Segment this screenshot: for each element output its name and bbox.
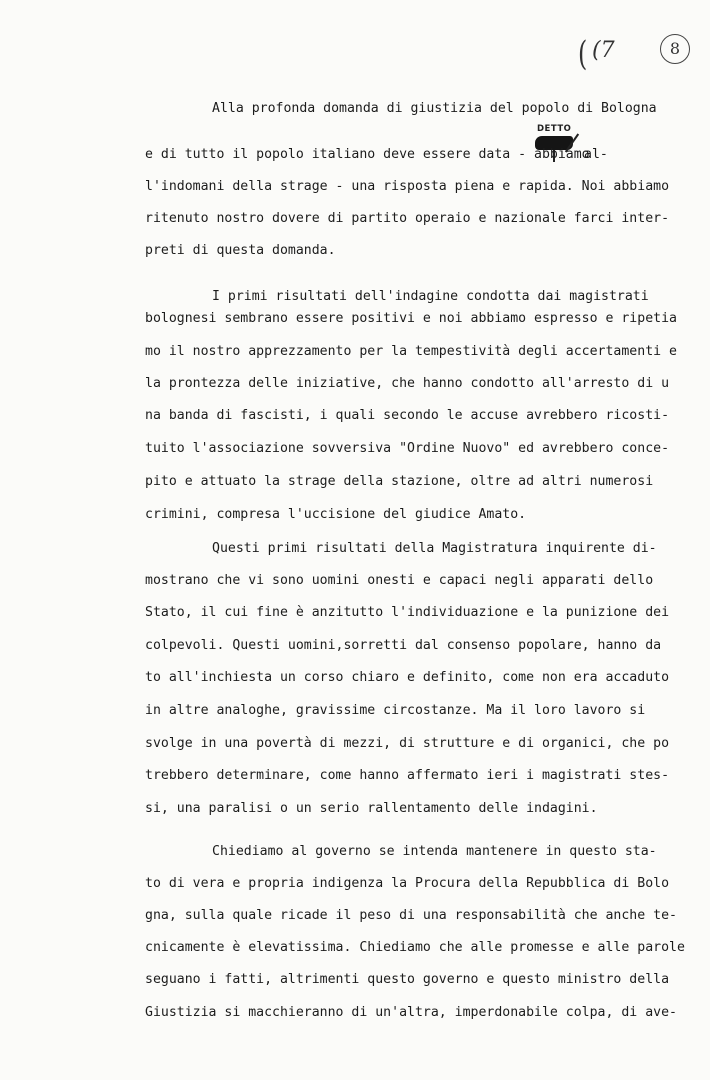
text-line: e di tutto il popolo italiano deve essere data - abbiamo <box>145 147 590 162</box>
text-line: I primi risultati dell'indagine condotta dai magistrati <box>212 289 649 304</box>
text-line: la prontezza delle iniziative, che hanno condotto all'arresto di u <box>145 376 670 391</box>
circled-page-number: 8 <box>660 34 690 64</box>
text-line: preti di questa domanda. <box>145 243 336 258</box>
text-line: gna, sulla quale ricade il peso di una responsabilità che anche te- <box>145 908 677 923</box>
text-line: l'indomani della strage - una risposta piena e rapida. Noi abbiamo <box>145 179 670 194</box>
text-line: na banda di fascisti, i quali secondo le accuse avrebbero ricosti- <box>145 408 670 423</box>
text-line: to all'inchiesta un corso chiaro e definito, come non era accaduto <box>145 670 670 685</box>
text-line: Alla profonda domanda di giustizia del popolo di Bologna <box>212 101 657 116</box>
text-line: to di vera e propria indigenza la Procura della Repubblica di Bolo <box>145 876 670 891</box>
text-line: seguano i fatti, altrimenti questo governo e questo ministro della <box>145 972 670 987</box>
text-line: pito e attuato la strage della stazione, oltre ad altri numerosi <box>145 474 654 489</box>
handwritten-mark-text: (7 <box>592 38 615 63</box>
text-line: ritenuto nostro dovere di partito operaio e nazionale farci inter- <box>145 211 670 226</box>
text-line: tuito l'associazione sovversiva "Ordine Nuovo" ed avrebbero conce- <box>145 441 670 456</box>
text-line: svolge in una povertà di mezzi, di strutture e di organici, che po <box>145 736 670 751</box>
text-line: al- <box>584 147 608 162</box>
handwritten-page-mark: ( (7 <box>577 34 615 74</box>
text-line: mostrano che vi sono uomini onesti e capaci negli apparati dello <box>145 573 654 588</box>
text-line: cnicamente è elevatissima. Chiediamo che alle promesse e alle parole <box>145 940 685 955</box>
text-line: Chiediamo al governo se intenda mantenere in questo sta- <box>212 844 657 859</box>
text-line: Stato, il cui fine è anzitutto l'individuazione e la punizione dei <box>145 605 670 620</box>
text-line: mo il nostro apprezzamento per la tempestività degli accertamenti e <box>145 344 677 359</box>
correction-inserted-word: DETTO <box>537 124 572 134</box>
text-line: trebbero determinare, come hanno affermato ieri i magistrati stes- <box>145 768 670 783</box>
text-line: si, una paralisi o un serio rallentamento delle indagini. <box>145 801 598 816</box>
text-line: Questi primi risultati della Magistratura inquirente di- <box>212 541 657 556</box>
text-line: colpevoli. Questi uomini,sorretti dal consenso popolare, hanno da <box>145 638 662 653</box>
text-line: crimini, compresa l'uccisione del giudice Amato. <box>145 507 527 522</box>
text-line: bolognesi sembrano essere positivi e noi abbiamo espresso e ripetia <box>145 311 677 326</box>
text-line: Giustizia si macchieranno di un'altra, imperdonabile colpa, di ave- <box>145 1005 677 1020</box>
text-line: in altre analoghe, gravissime circostanze. Ma il loro lavoro si <box>145 703 646 718</box>
